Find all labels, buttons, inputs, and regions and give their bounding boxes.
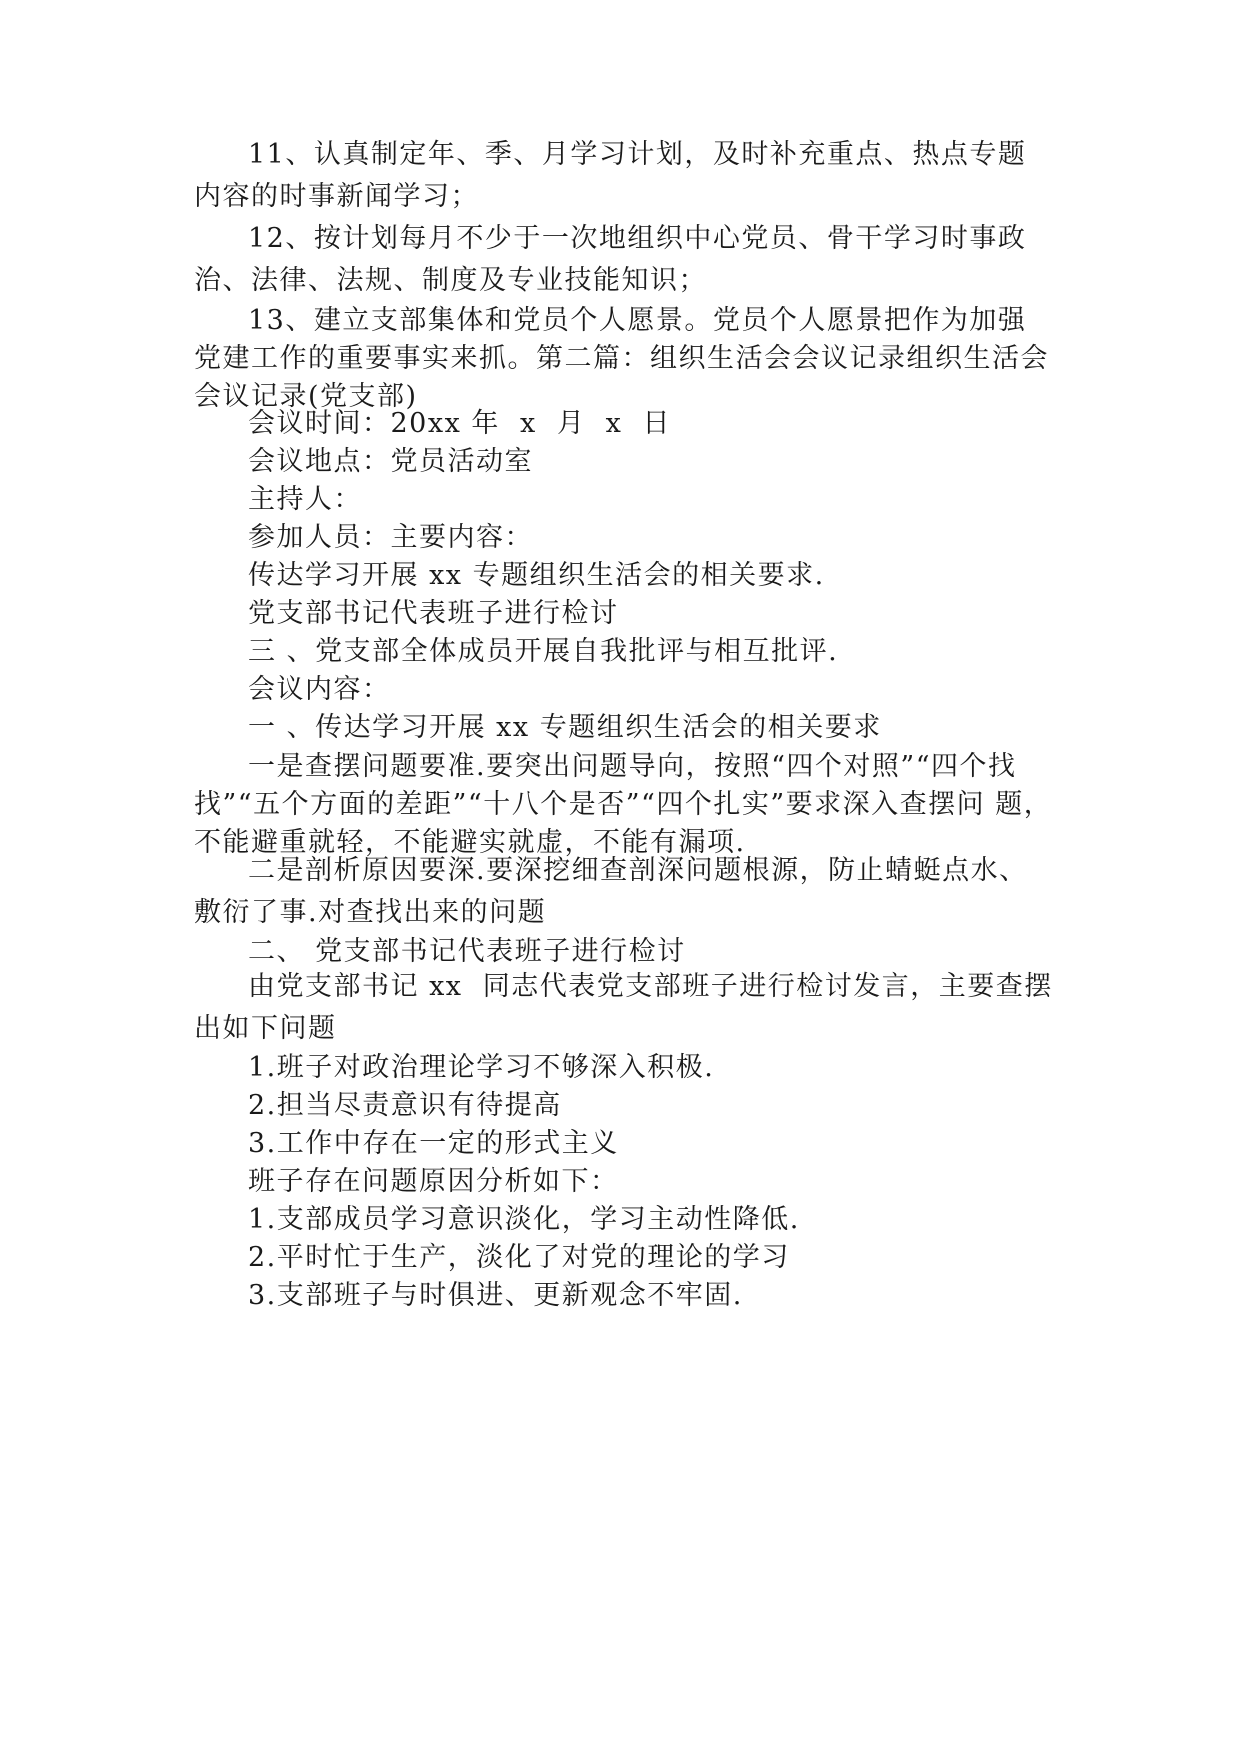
paragraph-11: 11、认真制定年、季、月学习计划，及时补充重点、热点专题内容的时事新闻学习； (194, 139, 1027, 212)
meeting-time: 会议时间：20xx 年 x 月 x 日 (248, 408, 672, 439)
agenda-item-2: 党支部书记代表班子进行检讨 (248, 598, 619, 629)
meeting-attendees: 参加人员：主要内容： (248, 522, 533, 553)
agenda-item-1: 传达学习开展 xx 专题组织生活会的相关要求. (248, 560, 825, 591)
content-label: 会议内容： (248, 674, 391, 705)
section-2-title: 二、 党支部书记代表班子进行检讨 (248, 936, 686, 967)
paragraph-12: 12、按计划每月不少于一次地组织中心党员、骨干学习时事政治、法律、法规、制度及专业技能知识； (194, 223, 1027, 296)
cause-item-3: 3.支部班子与时俱进、更新观念不牢固. (248, 1280, 743, 1311)
section-2-paragraph-1: 由党支部书记 xx 同志代表党支部班子进行检讨发言，主要查摆出如下问题 (194, 971, 1053, 1044)
meeting-host: 主持人： (248, 484, 362, 515)
problem-item-3: 3.工作中存在一定的形式主义 (248, 1128, 619, 1159)
meeting-place: 会议地点：党员活动室 (248, 446, 533, 477)
problem-item-2: 2.担当尽责意识有待提高 (248, 1090, 562, 1121)
section-1-title: 一 、传达学习开展 xx 专题组织生活会的相关要求 (248, 712, 882, 743)
section-1-paragraph-1: 一是查摆问题要准.要突出问题导向，按照“四个对照”“四个找找”“五个方面的差距”“十八个是否”“四个扎实”要求深入查摆问 题，不能避重就轻，不能避实就虚，不能有漏项. (194, 751, 1053, 858)
cause-label: 班子存在问题原因分析如下： (248, 1166, 619, 1197)
agenda-item-3: 三 、党支部全体成员开展自我批评与相互批评. (248, 636, 839, 667)
section-1-paragraph-2: 二是剖析原因要深.要深挖细查剖深问题根源，防止蜻蜓点水、敷衍了事.对查找出来的问题 (194, 855, 1028, 928)
cause-item-2: 2.平时忙于生产，淡化了对党的理论的学习 (248, 1242, 790, 1273)
problem-item-1: 1.班子对政治理论学习不够深入积极. (248, 1052, 715, 1083)
paragraph-13: 13、建立支部集体和党员个人愿景。党员个人愿景把作为加强党建工作的重要事实来抓。第二篇：组织生活会会议记录组织生活会会议记录(党支部) (194, 305, 1049, 412)
cause-item-1: 1.支部成员学习意识淡化，学习主动性降低. (248, 1204, 800, 1235)
